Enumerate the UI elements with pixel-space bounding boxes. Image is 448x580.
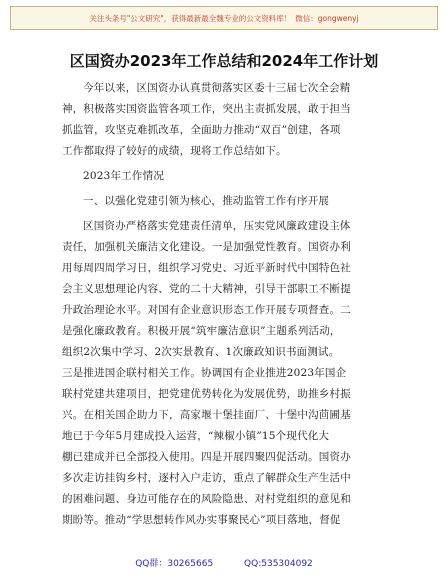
paragraph-line: 升政治理论水平。对国有企业意识形态工作开展专项督查。二 [62, 304, 351, 316]
paragraph-line: 的困难问题、身边可能存在的风险隐患、对村党组织的意见和 [62, 493, 351, 505]
header-banner [10, 6, 438, 30]
document-body [62, 78, 388, 531]
footer-qq: QQ:535304092 [244, 559, 313, 569]
footer-contact [0, 556, 448, 569]
body-paragraph [62, 216, 388, 531]
paragraph-line: 组织2次集中学习、2次实景教育、1次廉政知识书面测试。 [62, 346, 340, 358]
section-heading: 2023年工作情况 [83, 170, 165, 182]
intro-paragraph [62, 78, 388, 162]
paragraph-line: 用每周四周学习日，组织学习党史、习近平新时代中国特色社 [62, 262, 351, 274]
paragraph-line: 棚已建成并已全部投入使用。四是开展四聚四促活动。国资办 [62, 451, 351, 463]
subheading: 一、以强化党建引领为核心，推动监管工作有序开展 [83, 195, 330, 207]
paragraph-line: 会主义思想理论内容、党的二十大精神，引导干部职工不断提 [62, 283, 351, 295]
paragraph-line: 是强化廉政教育。积极开展“筑牢廉洁意识”主题系列活动， [62, 325, 341, 337]
paragraph-line: 联村党建共建项目，把党建优势转化为发展优势，助推乡村振 [62, 388, 351, 400]
paragraph-line: 地已于今年5月建成投入运营，“辣椒小镇”15个现代化大 [62, 430, 330, 442]
paragraph-line: 三是推进国企联村相关工作。协调国有企业推进2023年国企 [62, 367, 347, 379]
footer-qq-group: QQ群：30265665 [135, 559, 214, 569]
paragraph-line: 今年以来，区国资办认真贯彻落实区委十三届七次全会精 [83, 82, 351, 94]
paragraph-line: 神，积极落实国资监管各项工作，突出主责抓发展，敢于担当 [62, 103, 351, 115]
document-title: 区国资办2023年工作总结和2024年工作计划 [69, 52, 379, 70]
paragraph-line: 兴。在相关国企助力下，高家堰十堡挂面厂、十堡中沟茴圃基 [62, 409, 351, 421]
banner-wechat-text: 微信：gongwenyj [295, 13, 359, 23]
paragraph-line: 工作都取得了较好的成绩，现将工作总结如下。 [62, 145, 287, 157]
paragraph-line: 责任，加强机关廉洁文化建设。一是加强党性教育。国资办利 [62, 241, 351, 253]
paragraph-line: 多次走访挂钩乡村，逐村入户走访，重点了解群众生产生活中 [62, 472, 351, 484]
banner-promo-text: 关注头条号"公文研究"，获得最新最全魏专业的公文资料库！ [89, 13, 292, 23]
paragraph-line: 期盼等。推动“学思想转作风办实事聚民心”项目落地，督促 [62, 514, 341, 526]
paragraph-line: 区国资办严格落实党建责任清单，压实党风廉政建设主体 [83, 220, 351, 232]
paragraph-line: 抓监管，攻坚克难抓改革，全面助力推动“双百”创建，各项 [62, 124, 341, 136]
